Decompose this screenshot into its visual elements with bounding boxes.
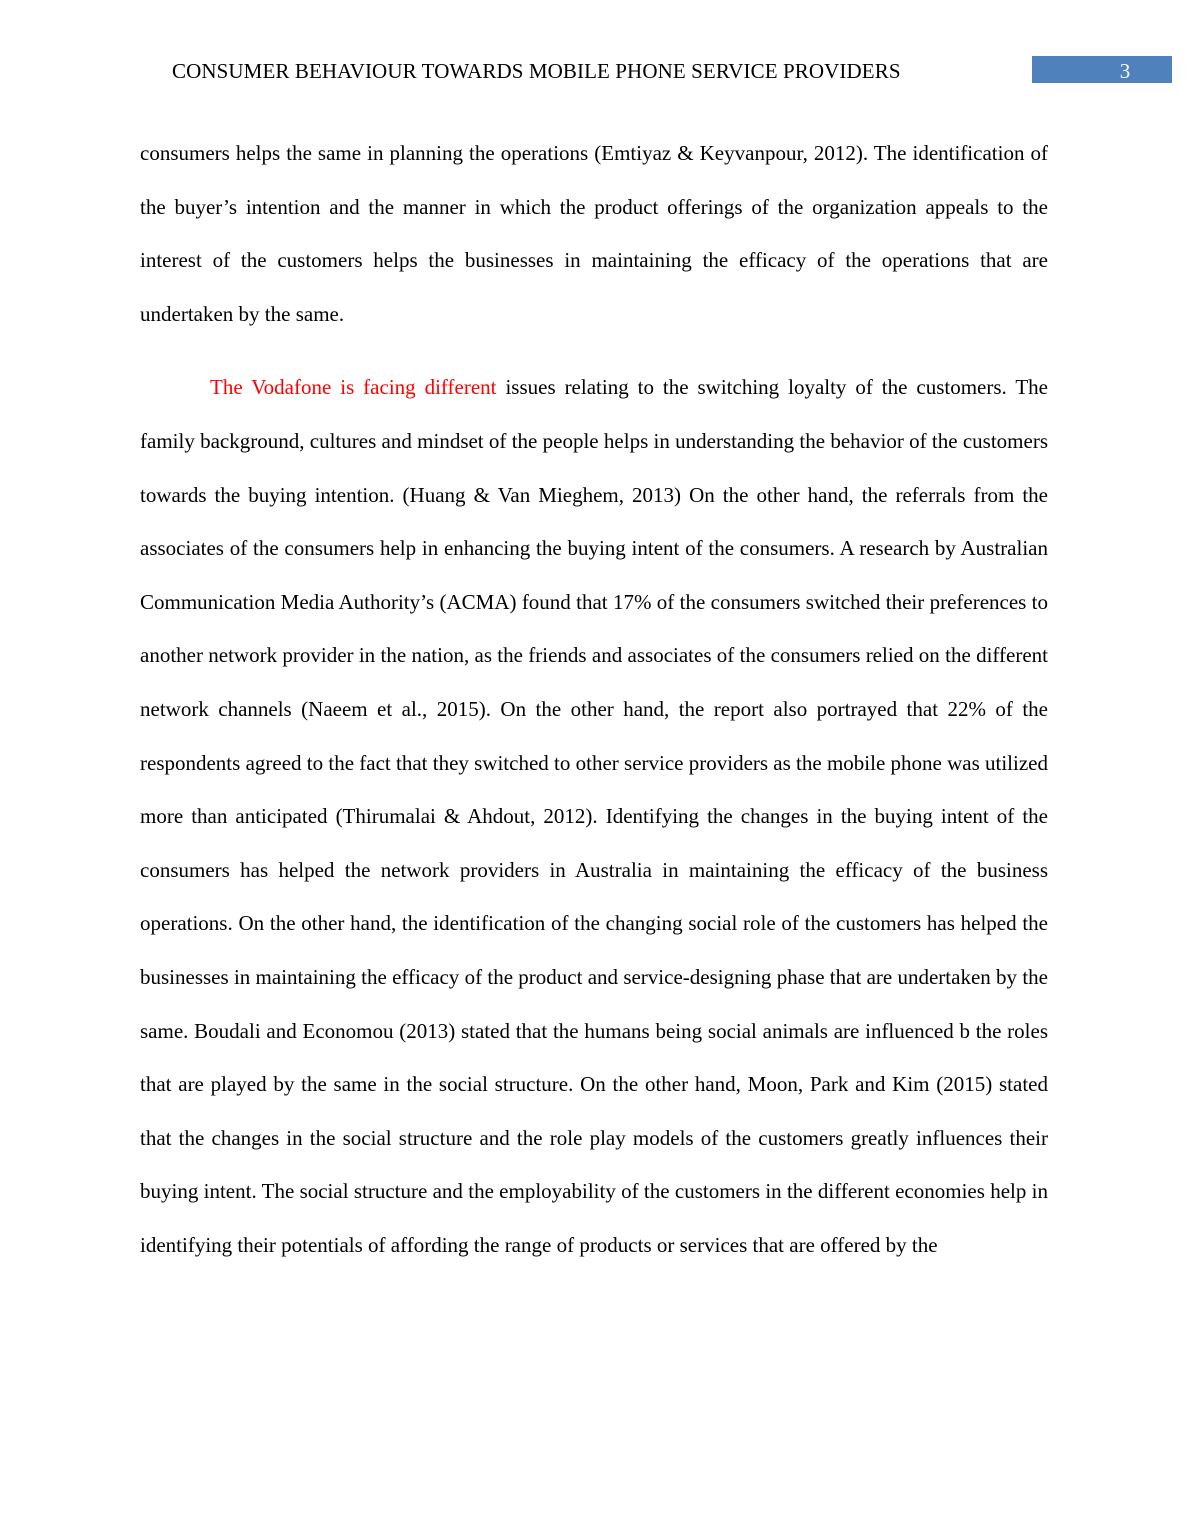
paragraph-vodafone (140, 361, 1048, 1272)
document-body (140, 127, 1048, 1272)
paragraph-continuation: consumers helps the same in planning the operations (Emtiyaz & Keyvanpour, 2012). The identification of the buyer’s intention and the manner in which the product offerings of the organization appeals to the interest of the customers helps the businesses in maintaining the efficacy of the operations that are undertaken by the same. (140, 141, 1048, 326)
page-number: 3 (1119, 59, 1131, 83)
paragraph-text: issues relating to the switching loyalty of the customers. The family background, cultures and mindset of the people helps in understanding the behavior of the customers towards the buying intention. (Huang & Van Mieghem, 2013) On the other hand, the referrals from the associates of the consumers help in enhancing the buying intent of the consumers. A research by Australian Communication Media Authority’s (ACMA) found that 17% of the consumers switched their preferences to another network provider in the nation, as the friends and associates of the consumers relied on the different network channels (Naeem et al., 2015). On the other hand, the report also portrayed that 22% of the respondents agreed to the fact that they switched to other service providers as the mobile phone was utilized more than anticipated (Thirumalai & Ahdout, 2012). Identifying the changes in the buying intent of the consumers has helped the network providers in Australia in maintaining the efficacy of the business operations. On the other hand, the identification of the changing social role of the customers has helped the businesses in maintaining the efficacy of the product and service-designing phase that are undertaken by the same. Boudali and Economou (2013) stated that the humans being social animals are influenced b the roles that are played by the same in the social structure. On the other hand, Moon, Park and Kim (2015) stated that the changes in the social structure and the role play models of the customers greatly influences their buying intent. The social structure and the employability of the customers in the different economies help in identifying their potentials of affording the range of products or services that are offered by the (140, 375, 1049, 1257)
highlighted-text: The Vodafone is facing different (210, 375, 497, 400)
page-header (0, 56, 1190, 84)
page-number-box (1032, 56, 1172, 83)
running-head-title: CONSUMER BEHAVIOUR TOWARDS MOBILE PHONE SERVICE PROVIDERS (172, 59, 901, 83)
